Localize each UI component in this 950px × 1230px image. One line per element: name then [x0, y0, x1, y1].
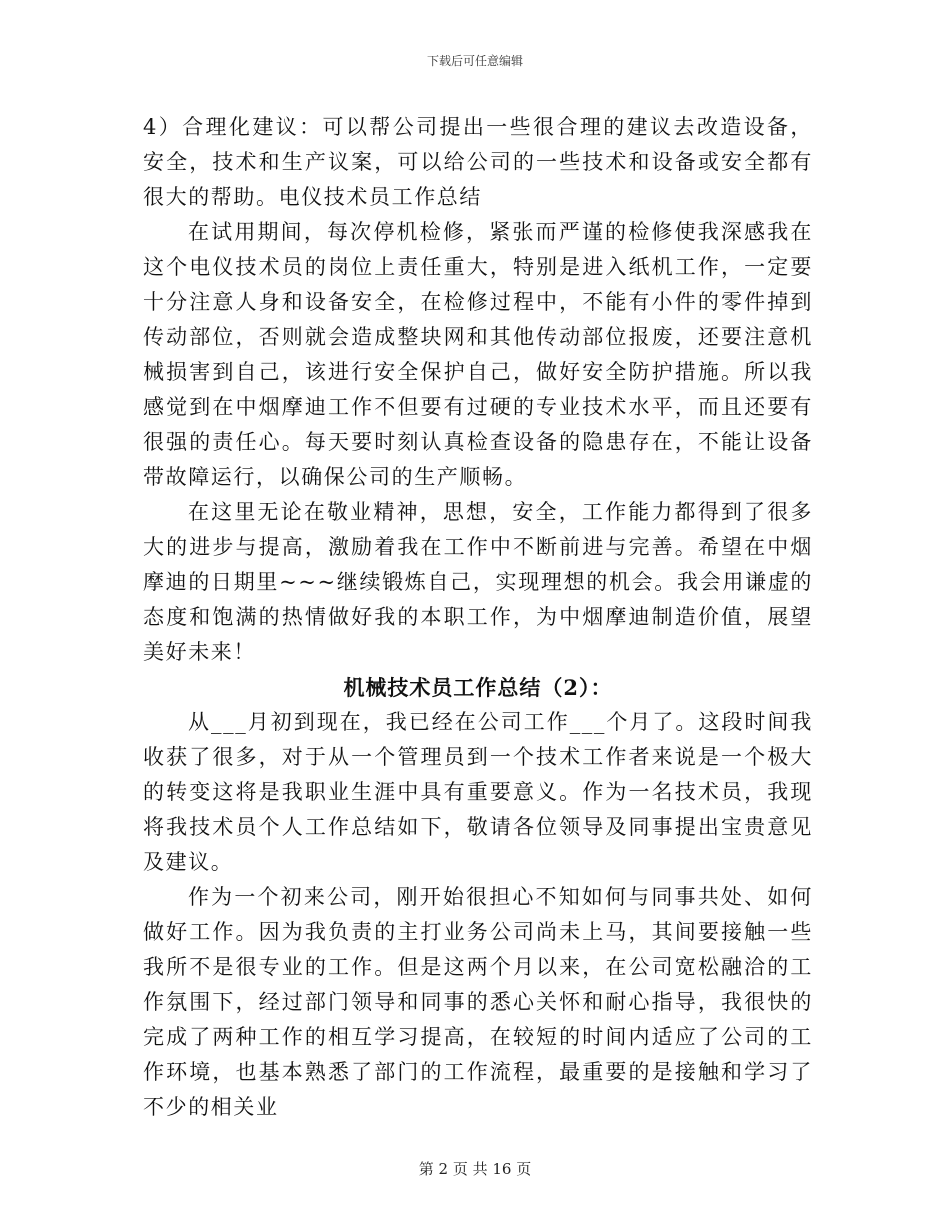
- paragraph-adaptation: 作为一个初来公司，刚开始很担心不知如何与同事共处、如何做好工作。因为我负责的主打业务公司尚未上马，其间要接触一些我所不是很专业的工作。但是这两个月以来，在公司宽松融洽的工作氛围下，经过部门领导和同事的悉心关怀和耐心指导，我很快的完成了两种工作的相互学习提高，在较短的时间内适应了公司的工作环境，也基本熟悉了部门的工作流程，最重要的是接触和学习了不少的相关业: [143, 885, 813, 1119]
- paragraph-suggestion: 4）合理化建议：可以帮公司提出一些很合理的建议去改造设备，安全，技术和生产议案，可以给公司的一些技术和设备或安全都有很大的帮助。电仪技术员工作总结: [143, 115, 813, 209]
- section-title: 机械技术员工作总结（2）：: [343, 675, 613, 700]
- paragraph-intro: 从___月初到现在，我已经在公司工作___个月了。这段时间我收获了很多，对于从一个管理员到一个技术工作者来说是一个极大的转变这将是我职业生涯中具有重要意义。作为一名技术员，我现将我技术员个人工作总结如下，敬请各位领导及同事提出宝贵意见及建议。: [143, 710, 813, 874]
- page-header: 下载后可任意编辑: [426, 54, 523, 68]
- paragraph-progress: 在这里无论在敬业精神，思想，安全，工作能力都得到了很多大的进步与提高，激励着我在工作中不断前进与完善。希望在中烟摩迪的日期里~~~继续锻炼自己，实现理想的机会。我会用谦虚的态度和饱满的热情做好我的本职工作，为中烟摩迪制造价值，展望美好未来！: [143, 500, 813, 664]
- document-body: [143, 110, 813, 1125]
- page-footer: 第 2 页 共 16 页: [418, 1160, 532, 1178]
- paragraph-probation: 在试用期间，每次停机检修，紧张而严谨的检修使我深感我在这个电仪技术员的岗位上责任重大，特别是进入纸机工作，一定要十分注意人身和设备安全，在检修过程中，不能有小件的零件掉到传动部位，否则就会造成整块网和其他传动部位报废，还要注意机械损害到自己，该进行安全保护自己，做好安全防护措施。所以我感觉到在中烟摩迪工作不但要有过硬的专业技术水平，而且还要有很强的责任心。每天要时刻认真检查设备的隐患存在，不能让设备带故障运行，以确保公司的生产顺畅。: [143, 220, 813, 489]
